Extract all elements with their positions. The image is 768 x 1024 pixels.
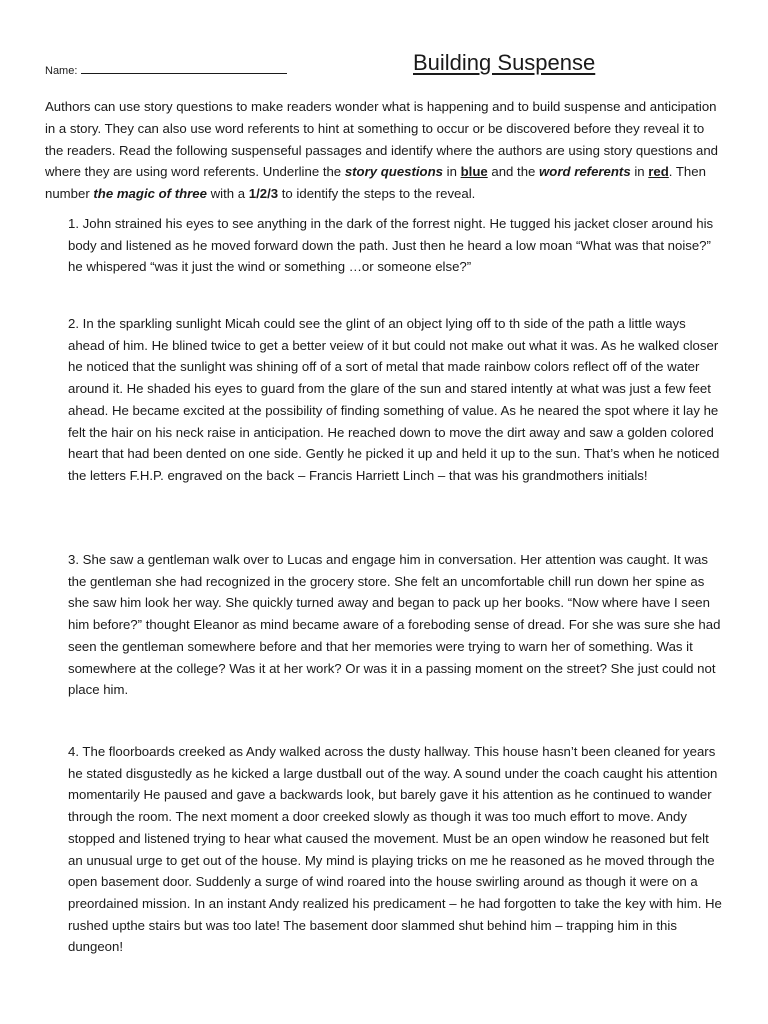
story-questions-term: story questions (344, 164, 444, 180)
intro-text-2: in (443, 164, 461, 180)
passage-3: 3. She saw a gentleman walk over to Lucas and engage him in conversation. Her attention was caught. It was the gentleman she had recognized in the grocery store. She felt an uncomfortable chill run down her spine as she saw him look her way. She quickly turned away and began to pack up her books. “Now where have I seen him before?” thought Eleanor as mind became aware of a foreboding sense of dread. For she was sure she had seen the gentleman somewhere before and that her memories were trying to warn her of something. Was it somewhere at the college? Was it at her work? Or was it in a passing moment on the street? She just could not place him. (68, 552, 721, 698)
intro-text-7: to identify the steps to the reveal. (278, 186, 476, 202)
word-referents-term: word referents (539, 164, 631, 180)
passage-4: 4. The floorboards creeked as Andy walked across the dusty hallway. This house hasn’t been cleaned for years he stated disgustedly as he kicked a large dustball out of the way. A sound under the coach caught his attention momentarily He paused and gave a backwards look, but barely gave it his attention as he continued to wander through the room. The next moment a door creeked slowly as though it was too much effort to move. Andy stopped and listened trying to hear what caused the movement. Must be an open window he reasoned but felt an unusual urge to get out of the house. My mind is playing tricks on me he reasoned as he moved through the open basement door. Suddenly a surge of wind roared into the house swirling around as though it were on a preordained mission. In an instant Andy realized his predicament – he had forgotten to take the key with him. He rushed upthe stairs but was too late! The basement door slammed shut behind him – trapping him in this dungeon! (68, 744, 722, 955)
name-blank (81, 62, 287, 74)
blue-term: blue (460, 164, 488, 180)
name-line (45, 62, 287, 77)
intro-text-3: and the (487, 164, 540, 180)
intro-text-1: Authors can use story questions to make readers wonder what is happening and to build suspense and anticipation in a story. They can also use word referents to hint at something to occur or be discovered before they reveal it to the readers. Read the following suspenseful passages and identify where the authors are using story questions and where they are using word referents. Underline the (45, 99, 718, 180)
intro-text-4: in (630, 164, 649, 180)
passage-2: 2. In the sparkling sunlight Micah could see the glint of an object lying off to th side of the path a little ways ahead of him. He blined twice to get a better veiew of it but could not make out what it was. As he walked closer he noticed that the sunlight was shining off of a sort of metal that made rainbow colors reflect off of the water around it. He shaded his eyes to guard from the glare of the sun and stared intently at what was just a few feet ahead. He became excited at the possibility of finding something of value. As he neared the spot where it lay he felt the hair on his neck raise in anticipation. He reached down to move the dirt away and saw a golden colored heart that had been dented on one side. Gently he picked it up and held it up to the sun. That’s when he noticed the letters F.H.P. engraved on the back – Francis Harriett Linch – that was his grandmothers initials! (68, 316, 720, 483)
steps-term: 1/2/3 (248, 186, 279, 202)
intro-text-6: with a (206, 186, 249, 202)
red-term: red (648, 164, 669, 180)
intro-paragraph (45, 96, 725, 205)
passage-1: 1. John strained his eyes to see anything in the dark of the forrest night. He tugged his jacket closer around his body and listened as he moved forward down the path. Just then he heard a low moan “What was that noise?” he whispered “was it just the wind or something …or someone else?” (68, 216, 714, 275)
page-title: Building Suspense (413, 50, 596, 75)
magic-of-three-term: the magic of three (93, 186, 207, 202)
intro-text-5: . Then number (45, 164, 706, 202)
header (45, 50, 725, 84)
name-label: Name: (45, 65, 78, 77)
